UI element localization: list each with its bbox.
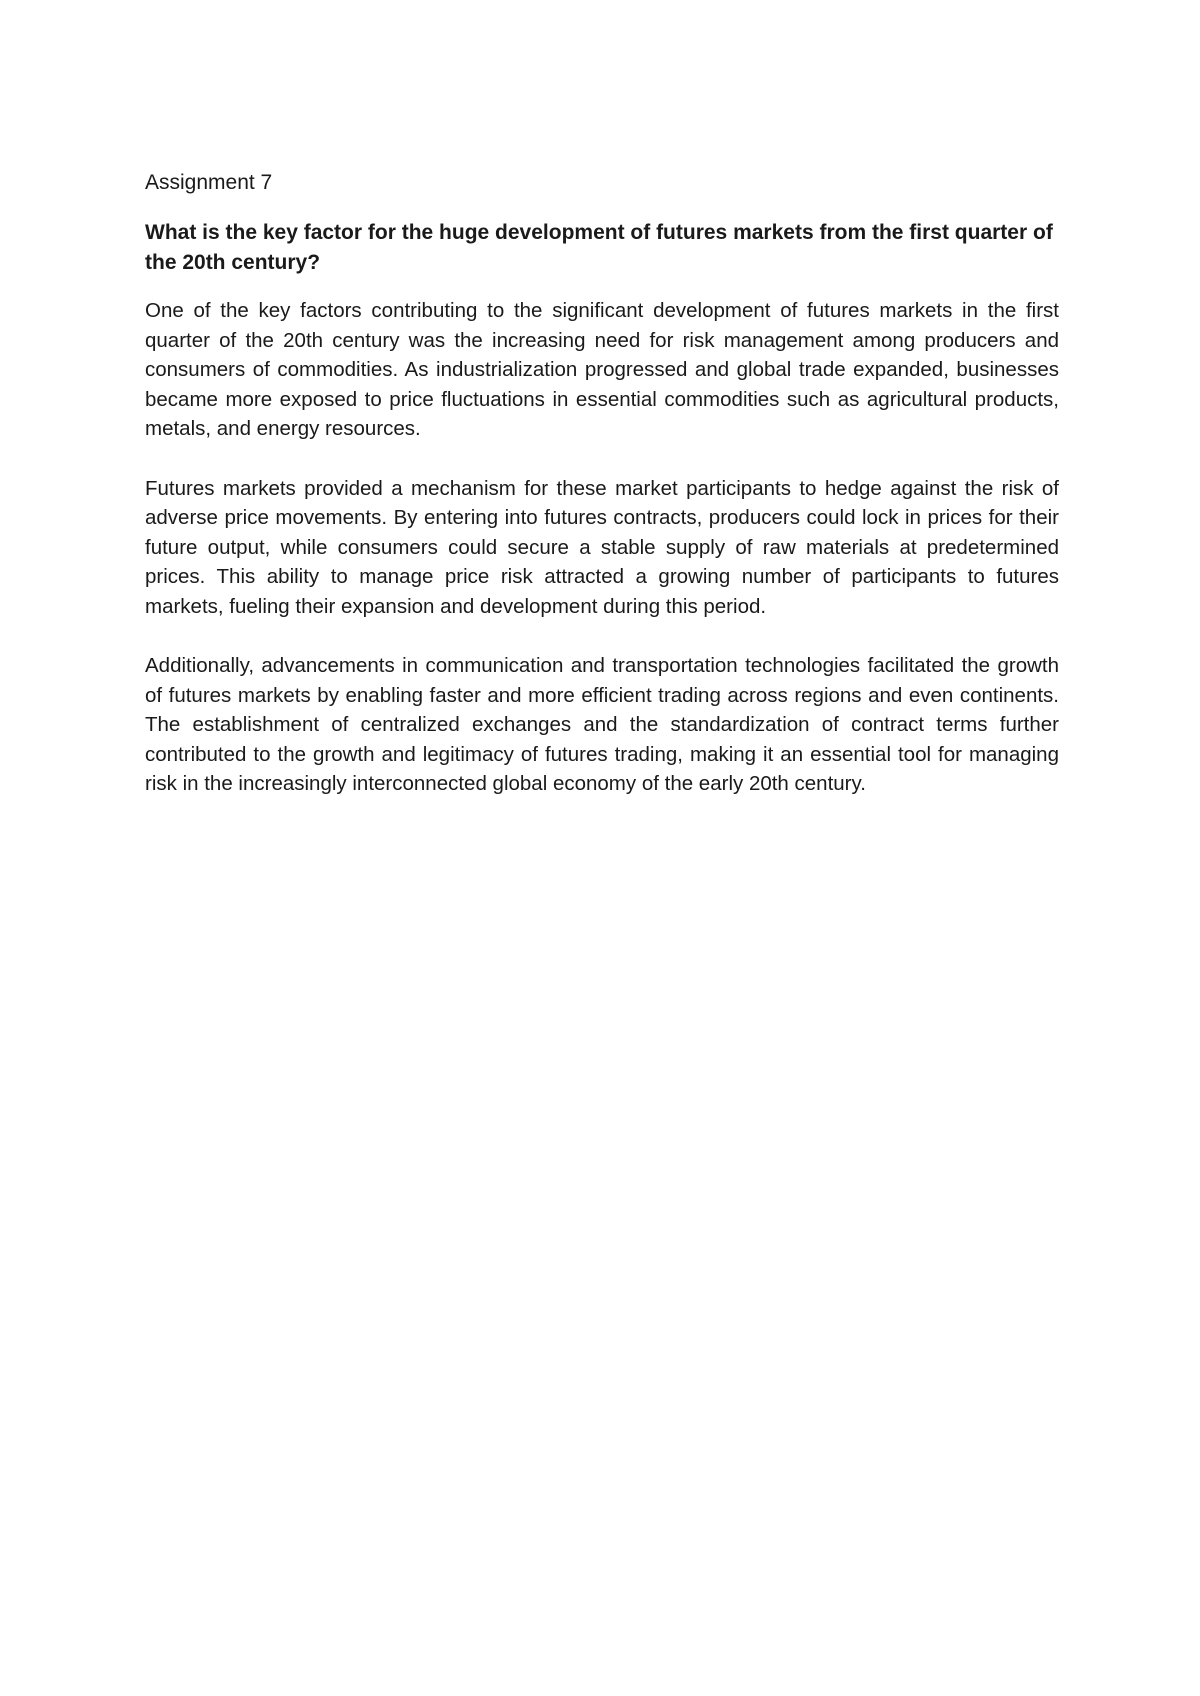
assignment-title: Assignment 7 bbox=[145, 171, 273, 194]
paragraph-3: Additionally, advancements in communication and transportation technologies facilitated the growth of futures markets by enabling faster and more efficient trading across regions and even continents. The establishment of centralized exchanges and the standardization of contract terms further contributed to the growth and legitimacy of futures trading, making it an essential tool for managing risk in the increasingly interconnected global economy of the early 20th century. bbox=[145, 654, 1059, 795]
document-body bbox=[145, 168, 1059, 829]
paragraph-1: One of the key factors contributing to the significant development of futures markets in the first quarter of the 20th century was the increasing need for risk management among producers and consumers of commodities. As industrialization progressed and global trade expanded, businesses became more exposed to price fluctuations in essential commodities such as agricultural products, metals, and energy resources. bbox=[145, 299, 1059, 440]
paragraph-2: Futures markets provided a mechanism for these market participants to hedge against the risk of adverse price movements. By entering into futures contracts, producers could lock in prices for their future output, while consumers could secure a stable supply of raw materials at predetermined prices. This ability to manage price risk attracted a growing number of participants to futures markets, fueling their expansion and development during this period. bbox=[145, 476, 1059, 618]
question-heading: What is the key factor for the huge development of futures markets from the first quarter of the 20th century? bbox=[145, 221, 1053, 274]
